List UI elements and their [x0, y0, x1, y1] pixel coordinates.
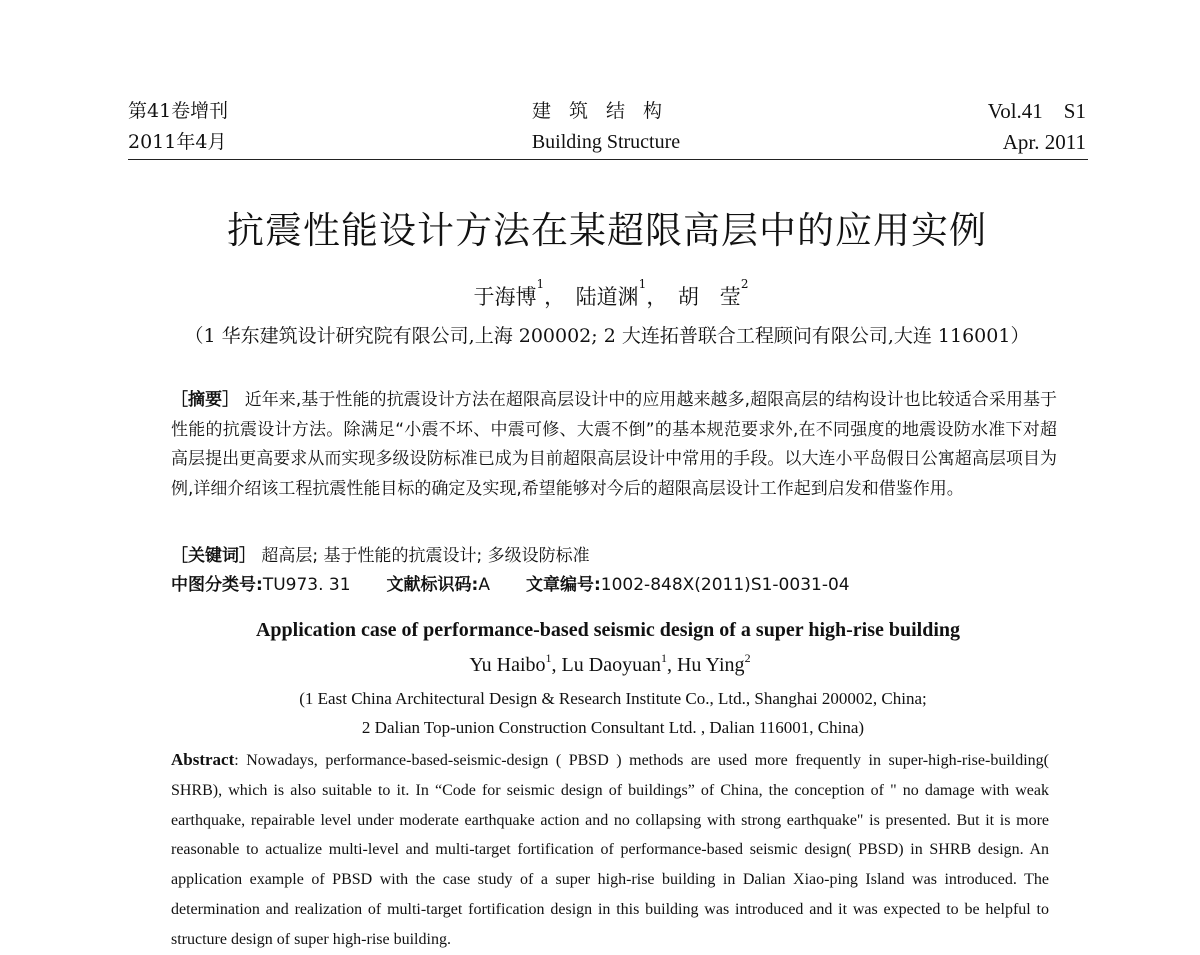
header-rule [128, 159, 1088, 160]
author-affiliation-mark: 1 [536, 277, 545, 291]
abstract-en-text: : Nowadays, performance-based-seismic-design ( PBSD ) methods are used more frequently in super-high-rise-building( SHRB), which is also suitable to it. In “Code for seismic design of buildings” of China, the conception of " no damage with weak earthquake, repairable level under moderate earthquake action and no collapsing with strong earthquake" is presented. But it is more reasonable to actualize multi-level and multi-target fortification of performance-based seismic design( PBSD) in SHRB design. An application example of PBSD with the case study of a super high-rise building in Dalian Xiao-ping Island was introduced. The determination and realization of multi-target fortification design in this building was introduced and it was expected to be helpful to structure design of super high-rise building. [171, 752, 1049, 948]
affiliation-cn: （1 华东建筑设计研究院有限公司,上海 200002; 2 大连拓普联合工程顾问有限公司,大连 116001） [184, 325, 1030, 347]
author-affiliation-mark: 2 [744, 651, 751, 665]
affiliation-en-line-2: 2 Dalian Top-union Construction Consultant Ltd. , Dalian 116001, China) [361, 718, 865, 737]
volume-issue-cn: 第41卷增刊 [128, 100, 229, 122]
author-name: 于海博 [473, 285, 537, 309]
publication-date-cn: 2011年4月 [128, 131, 227, 153]
author-affiliation-mark: 1 [638, 277, 647, 291]
article-number-label: 文章编号: [525, 575, 601, 595]
abstract-cn-text: 近年来,基于性能的抗震设计方法在超限高层设计中的应用越来越多,超限高层的结构设计也比较适合采用基于性能的抗震设计方法。除满足“小震不坏、中震可修、大震不倒”的基本规范要求外,在不同强度的地震设防水准下对超高层提出更高要求从而实现多级设防标准已成为目前超限高层设计中常用的手段。以大连小平岛假日公寓超高层项目为例,详细介绍该工程抗震性能目标的确定及实现,希望能够对今后的超限高层设计工作起到启发和借鉴作用。 [171, 390, 1058, 499]
paper-title-en: Application case of performance-based seismic design of a super high-rise building [255, 619, 961, 641]
author-name: Hu Ying [676, 654, 745, 676]
author-affiliation-mark: 1 [660, 651, 667, 665]
author-affiliation-mark: 1 [545, 651, 552, 665]
abstract-en [171, 745, 1049, 955]
author-separator: , [666, 654, 677, 676]
doc-code-value: A [478, 575, 490, 595]
article-number-value: 1002-848X(2011)S1-0031-04 [600, 575, 850, 595]
running-header-right [988, 96, 1086, 158]
author-name: Yu Haibo [469, 654, 546, 676]
journal-name-en: Building Structure [531, 131, 681, 153]
clc-value: TU973. 31 [262, 575, 351, 595]
paper-title-cn: 抗震性能设计方法在某超限高层中的应用实例 [227, 209, 987, 252]
author-list-en [0, 651, 1200, 677]
doc-code-label: 文献标识码: [386, 575, 479, 595]
author-affiliation-mark: 2 [740, 277, 749, 291]
keywords-cn-text: 超高层; 基于性能的抗震设计; 多级设防标准 [261, 546, 590, 566]
abstract-cn [171, 386, 1057, 504]
volume-issue-en: Vol.41 S1 [987, 99, 1086, 123]
author-separator: ， [646, 285, 678, 309]
author-separator: ， [544, 285, 576, 309]
abstract-en-label: Abstract [171, 750, 235, 769]
author-separator: , [551, 654, 562, 676]
keywords-cn [171, 541, 590, 566]
keywords-cn-label: ［关键词］ [171, 546, 256, 566]
author-name: 陆道渊 [575, 285, 639, 309]
affiliation-en-line-1: (1 East China Architectural Design & Research Institute Co., Ltd., Shanghai 200002, China; [299, 689, 927, 708]
author-name: Lu Daoyuan [561, 654, 661, 676]
publication-date-en: Apr. 2011 [1002, 130, 1086, 154]
classification-line [171, 570, 850, 595]
clc-label: 中图分类号: [171, 575, 263, 595]
author-name: 胡 莹 [677, 285, 741, 309]
author-list-cn [0, 277, 1200, 311]
journal-name-cn: 建筑结构 [531, 100, 680, 122]
abstract-cn-label: ［摘要］ [171, 390, 240, 410]
